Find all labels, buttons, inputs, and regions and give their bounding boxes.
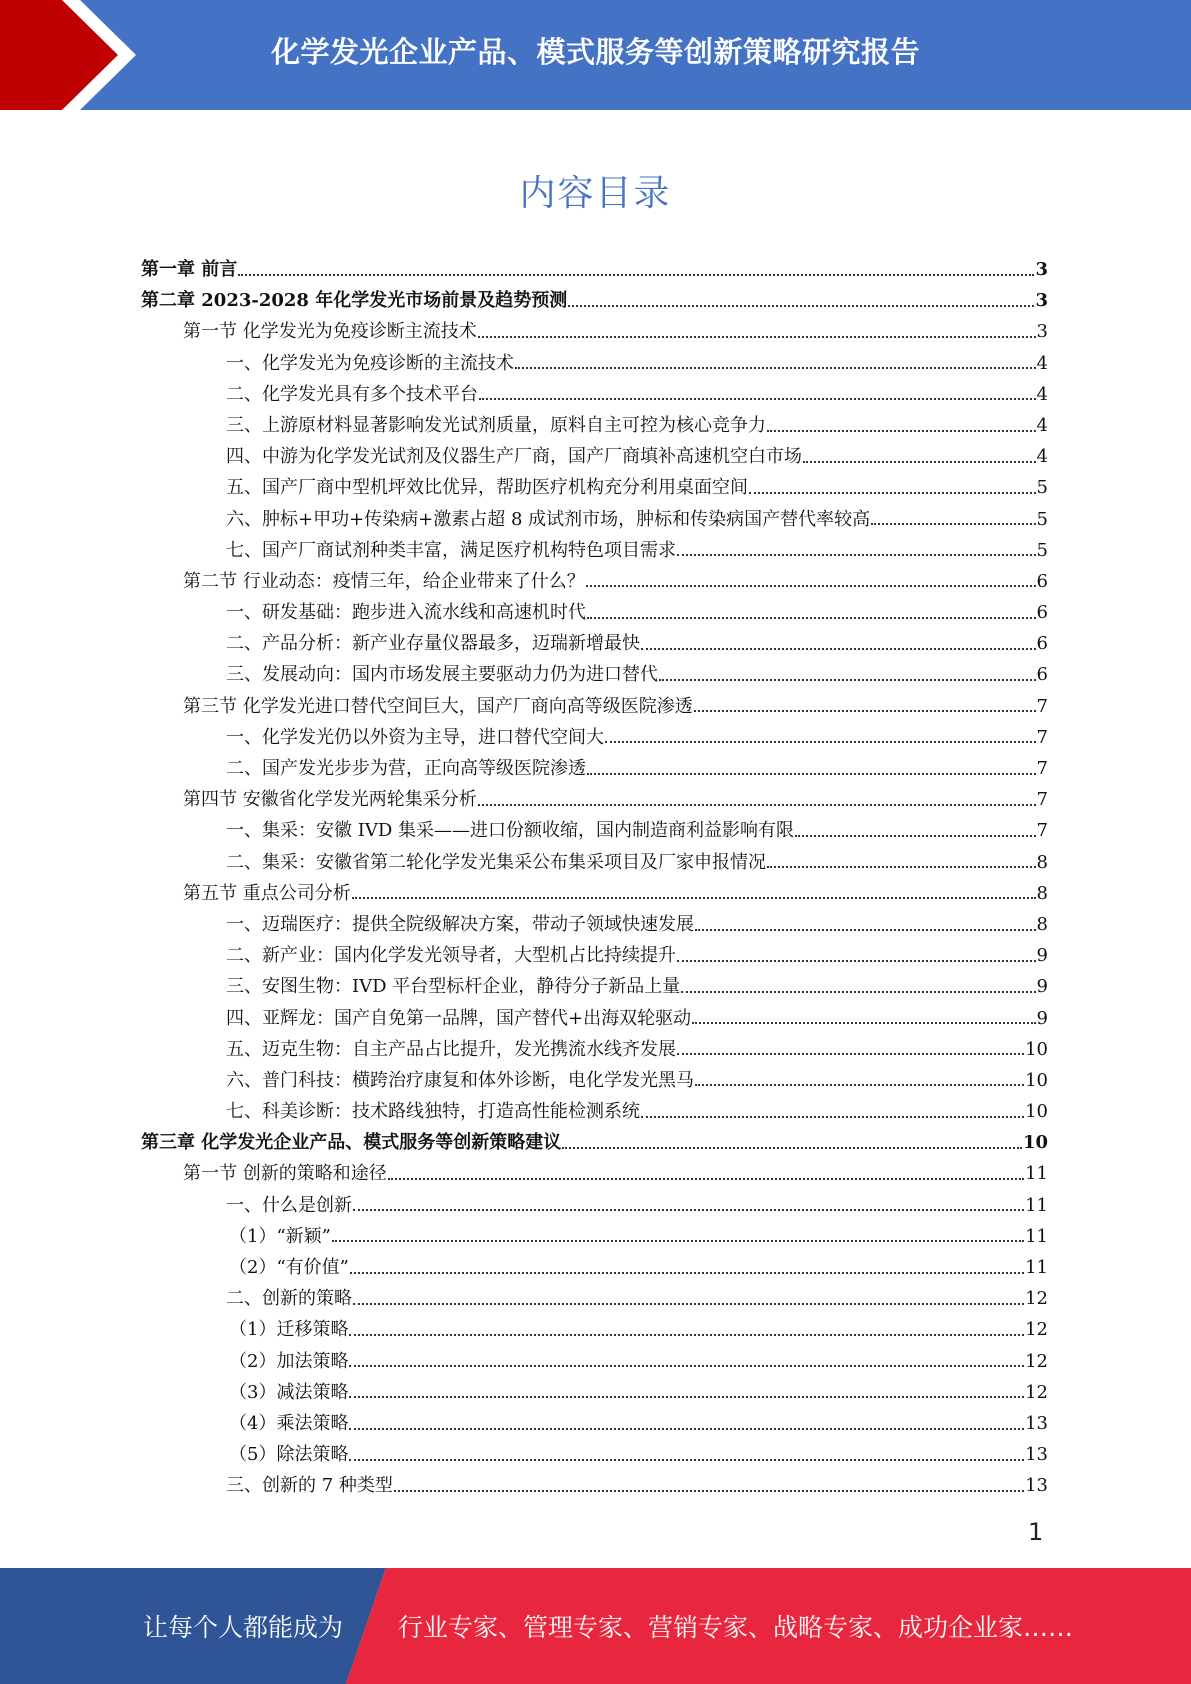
toc-entry-title: 七、科美诊断：技术路线独特，打造高性能检测系统 bbox=[226, 1101, 640, 1123]
toc-entry-page: 12 bbox=[1025, 1350, 1048, 1372]
toc-entry-page: 4 bbox=[1036, 352, 1048, 374]
toc-entry-page: 10 bbox=[1025, 1038, 1048, 1060]
toc-entry-page: 4 bbox=[1036, 414, 1048, 436]
toc-entry-title: 六、普门科技：横跨治疗康复和体外诊断，电化学发光黑马 bbox=[226, 1069, 694, 1091]
toc-dot-leader bbox=[659, 679, 1036, 681]
toc-entry-title: 五、迈克生物：自主产品占比提升，发光携流水线齐发展 bbox=[226, 1038, 676, 1060]
toc-entry[interactable] bbox=[141, 285, 1048, 316]
toc-entry-page: 7 bbox=[1036, 695, 1048, 717]
toc-dot-leader bbox=[749, 492, 1036, 494]
toc-dot-leader bbox=[478, 804, 1036, 806]
toc-entry-title: 二、集采：安徽省第二轮化学发光集采公布集采项目及厂家申报情况 bbox=[226, 851, 766, 873]
report-title: 化学发光企业产品、模式服务等创新策略研究报告 bbox=[270, 34, 920, 69]
toc-entry-page: 6 bbox=[1036, 602, 1048, 624]
toc-entry-page: 11 bbox=[1025, 1225, 1048, 1247]
toc-entry-page: 11 bbox=[1025, 1163, 1048, 1185]
toc-entry-title: 四、亚辉龙：国产自免第一品牌，国产替代+出海双轮驱动 bbox=[226, 1007, 692, 1029]
toc-entry-page: 9 bbox=[1036, 976, 1048, 998]
toc-entry[interactable] bbox=[141, 722, 1048, 753]
toc-entry-title: 三、发展动向：国内市场发展主要驱动力仍为进口替代 bbox=[226, 664, 658, 686]
toc-dot-leader bbox=[695, 1084, 1024, 1086]
toc-dot-leader bbox=[568, 305, 1034, 307]
toc-entry[interactable] bbox=[141, 1314, 1048, 1345]
toc-entry-title: 一、化学发光仍以外资为主导，进口替代空间大 bbox=[226, 726, 604, 748]
toc-entry-title: 一、研发基础：跑步进入流水线和高速机时代 bbox=[226, 602, 586, 624]
toc-entry[interactable] bbox=[141, 971, 1048, 1002]
toc-entry-page: 13 bbox=[1025, 1412, 1048, 1434]
toc-entry[interactable] bbox=[141, 909, 1048, 940]
toc-entry-page: 13 bbox=[1025, 1444, 1048, 1466]
toc-entry[interactable] bbox=[141, 379, 1048, 410]
toc-entry-page: 8 bbox=[1036, 851, 1048, 873]
toc-entry-page: 8 bbox=[1036, 882, 1048, 904]
toc-entry-title: 第三节 化学发光进口替代空间巨大，国产厂商向高等级医院渗透 bbox=[183, 695, 693, 717]
toc-dot-leader bbox=[394, 1490, 1024, 1492]
toc-entry-page: 7 bbox=[1036, 789, 1048, 811]
toc-entry[interactable] bbox=[141, 628, 1048, 659]
toc-entry[interactable] bbox=[141, 504, 1048, 535]
toc-entry[interactable] bbox=[141, 878, 1048, 909]
toc-entry[interactable] bbox=[141, 753, 1048, 784]
toc-dot-leader bbox=[694, 710, 1036, 712]
toc-entry-page: 3 bbox=[1035, 259, 1048, 280]
toc-entry[interactable] bbox=[141, 410, 1048, 441]
toc-entry-title: 五、国产厂商中型机坪效比优异，帮助医疗机构充分利用桌面空间 bbox=[226, 477, 748, 499]
toc-entry-page: 12 bbox=[1025, 1319, 1048, 1341]
toc-entry-title: （2）“有价值” bbox=[229, 1257, 349, 1278]
toc-entry-title: 三、创新的 7 种类型 bbox=[226, 1475, 393, 1497]
toc-entry-page: 6 bbox=[1036, 633, 1048, 655]
toc-entry[interactable] bbox=[141, 1439, 1048, 1470]
toc-dot-leader bbox=[332, 1240, 1024, 1242]
toc-dot-leader bbox=[871, 523, 1035, 525]
toc-entry-title: （1）“新颖” bbox=[229, 1225, 331, 1247]
toc-entry[interactable] bbox=[141, 784, 1048, 815]
toc-entry[interactable] bbox=[141, 1003, 1048, 1034]
toc-entry[interactable] bbox=[141, 1065, 1048, 1096]
toc-entry-title: 四、中游为化学发光试剂及仪器生产厂商，国产厂商填补高速机空白市场 bbox=[226, 446, 802, 468]
toc-entry-title: 一、什么是创新 bbox=[226, 1194, 352, 1216]
toc-dot-leader bbox=[515, 367, 1036, 369]
toc-dot-leader bbox=[349, 1459, 1024, 1461]
toc-dot-leader bbox=[695, 929, 1036, 931]
toc-dot-leader bbox=[803, 461, 1036, 463]
toc-dot-leader bbox=[677, 554, 1036, 556]
toc-entry[interactable] bbox=[141, 847, 1048, 878]
toc-entry[interactable] bbox=[141, 441, 1048, 472]
toc-entry-page: 7 bbox=[1036, 758, 1048, 779]
toc-entry[interactable] bbox=[141, 1221, 1048, 1252]
toc-dot-leader bbox=[349, 1428, 1024, 1430]
toc-entry[interactable] bbox=[141, 597, 1048, 628]
toc-entry-title: 二、化学发光具有多个技术平台 bbox=[226, 383, 478, 405]
toc-entry[interactable] bbox=[141, 1190, 1048, 1221]
toc-entry-title: 第一节 化学发光为免疫诊断主流技术 bbox=[183, 321, 477, 343]
toc-dot-leader bbox=[353, 1303, 1024, 1305]
toc-entry-page: 8 bbox=[1036, 913, 1048, 935]
toc-entry[interactable] bbox=[141, 1346, 1048, 1377]
toc-entry-page: 9 bbox=[1036, 1007, 1048, 1029]
toc-entry-page: 5 bbox=[1036, 539, 1048, 561]
toc-entry-page: 12 bbox=[1025, 1381, 1048, 1403]
toc-dot-leader bbox=[349, 1365, 1024, 1367]
toc-entry[interactable] bbox=[141, 1283, 1048, 1314]
toc-entry[interactable] bbox=[141, 472, 1048, 503]
toc-dot-leader bbox=[677, 1053, 1024, 1055]
toc-entry[interactable] bbox=[141, 659, 1048, 690]
toc-entry-page: 10 bbox=[1022, 1132, 1048, 1154]
footer-slogan-right: 行业专家、管理专家、营销专家、战略专家、成功企业家…… bbox=[398, 1613, 1074, 1642]
toc-dot-leader bbox=[349, 1334, 1024, 1336]
toc-entry-page: 5 bbox=[1036, 508, 1048, 530]
header-band bbox=[0, 0, 1191, 110]
toc-dot-leader bbox=[605, 741, 1036, 743]
toc-entry[interactable] bbox=[141, 1252, 1048, 1283]
toc-dot-leader bbox=[795, 835, 1036, 837]
toc-dot-leader bbox=[350, 1272, 1024, 1274]
toc-entry-title: 一、迈瑞医疗：提供全院级解决方案，带动子领域快速发展 bbox=[226, 913, 694, 935]
toc-entry[interactable] bbox=[141, 1096, 1048, 1127]
toc-dot-leader bbox=[641, 1116, 1024, 1118]
toc-entry-title: 第一节 创新的策略和途径 bbox=[183, 1163, 387, 1185]
toc-entry-page: 10 bbox=[1025, 1069, 1048, 1091]
toc-dot-leader bbox=[238, 274, 1034, 276]
table-of-contents bbox=[141, 254, 1048, 1502]
toc-entry-title: （2）加法策略 bbox=[229, 1350, 349, 1372]
toc-entry-title: （3）减法策略 bbox=[229, 1381, 349, 1403]
toc-dot-leader bbox=[681, 991, 1035, 993]
page-number: 1 bbox=[1028, 1518, 1044, 1546]
toc-dot-leader bbox=[767, 430, 1036, 432]
toc-dot-leader bbox=[586, 585, 1036, 587]
toc-entry[interactable] bbox=[141, 1158, 1048, 1189]
toc-entry-title: 七、国产厂商试剂种类丰富，满足医疗机构特色项目需求 bbox=[226, 539, 676, 561]
toc-entry-title: 一、化学发光为免疫诊断的主流技术 bbox=[226, 352, 514, 374]
toc-dot-leader bbox=[349, 1396, 1024, 1398]
toc-entry-title: 第二章 2023-2028 年化学发光市场前景及趋势预测 bbox=[141, 290, 568, 312]
toc-entry-page: 7 bbox=[1036, 726, 1048, 748]
toc-entry[interactable] bbox=[141, 566, 1048, 597]
toc-entry-title: （5）除法策略 bbox=[229, 1444, 349, 1466]
toc-entry-title: 第一章 前言 bbox=[141, 259, 238, 280]
toc-entry-title: 第三章 化学发光企业产品、模式服务等创新策略建议 bbox=[141, 1132, 562, 1154]
toc-entry-title: 三、安图生物：IVD 平台型标杆企业，静待分子新品上量 bbox=[226, 976, 681, 998]
toc-entry-title: 一、集采：安徽 IVD 集采——进口份额收缩，国内制造商利益影响有限 bbox=[226, 820, 794, 842]
toc-entry[interactable] bbox=[141, 254, 1048, 285]
toc-entry[interactable] bbox=[141, 316, 1048, 347]
toc-entry-title: 三、上游原材料显著影响发光试剂质量，原料自主可控为核心竞争力 bbox=[226, 414, 766, 436]
toc-heading: 内容目录 bbox=[519, 173, 672, 214]
toc-entry-page: 5 bbox=[1036, 477, 1048, 499]
toc-entry-title: 第二节 行业动态：疫情三年，给企业带来了什么？ bbox=[183, 570, 585, 592]
toc-dot-leader bbox=[767, 866, 1036, 868]
toc-entry-title: 二、国产发光步步为营，正向高等级医院渗透 bbox=[226, 758, 586, 779]
toc-entry-page: 3 bbox=[1036, 321, 1048, 343]
toc-entry-page: 6 bbox=[1036, 664, 1048, 686]
toc-entry-page: 11 bbox=[1025, 1257, 1048, 1278]
toc-entry[interactable] bbox=[141, 1034, 1048, 1065]
toc-entry[interactable] bbox=[141, 348, 1048, 379]
toc-entry-page: 12 bbox=[1025, 1288, 1048, 1310]
toc-entry[interactable] bbox=[141, 940, 1048, 971]
toc-entry[interactable] bbox=[141, 1127, 1048, 1158]
toc-dot-leader bbox=[478, 336, 1036, 338]
toc-entry[interactable] bbox=[141, 535, 1048, 566]
toc-dot-leader bbox=[641, 648, 1036, 650]
toc-entry-title: （4）乘法策略 bbox=[229, 1412, 349, 1434]
toc-dot-leader bbox=[388, 1178, 1024, 1180]
toc-entry[interactable] bbox=[141, 815, 1048, 846]
toc-entry-page: 7 bbox=[1036, 820, 1048, 842]
toc-dot-leader bbox=[587, 617, 1036, 619]
toc-entry-page: 9 bbox=[1036, 945, 1048, 967]
toc-dot-leader bbox=[562, 1147, 1022, 1149]
toc-entry-page: 13 bbox=[1025, 1475, 1048, 1497]
toc-entry[interactable] bbox=[141, 1470, 1048, 1501]
toc-entry-title: 第五节 重点公司分析 bbox=[183, 882, 351, 904]
toc-entry-page: 11 bbox=[1025, 1194, 1048, 1216]
footer-slogan-left: 让每个人都能成为 bbox=[143, 1613, 344, 1642]
toc-entry-page: 6 bbox=[1036, 570, 1048, 592]
toc-dot-leader bbox=[692, 1022, 1035, 1024]
toc-entry-title: 六、肿标+甲功+传染病+激素占超 8 成试剂市场，肿标和传染病国产替代率较高 bbox=[226, 508, 871, 530]
toc-dot-leader bbox=[479, 398, 1036, 400]
toc-dot-leader bbox=[352, 897, 1036, 899]
toc-entry-title: （1）迁移策略 bbox=[229, 1319, 349, 1341]
toc-entry[interactable] bbox=[141, 1408, 1048, 1439]
toc-entry-page: 10 bbox=[1025, 1101, 1048, 1123]
toc-dot-leader bbox=[587, 773, 1036, 775]
toc-entry-title: 第四节 安徽省化学发光两轮集采分析 bbox=[183, 789, 477, 811]
toc-dot-leader bbox=[677, 960, 1036, 962]
toc-entry-title: 二、产品分析：新产业存量仪器最多，迈瑞新增最快 bbox=[226, 633, 640, 655]
toc-entry-title: 二、创新的策略 bbox=[226, 1288, 352, 1310]
toc-entry-page: 4 bbox=[1036, 383, 1048, 405]
toc-entry-title: 二、新产业：国内化学发光领导者，大型机占比持续提升 bbox=[226, 945, 676, 967]
footer-band bbox=[0, 1568, 1191, 1684]
toc-entry[interactable] bbox=[141, 691, 1048, 722]
toc-dot-leader bbox=[353, 1209, 1024, 1211]
toc-entry-page: 4 bbox=[1036, 446, 1048, 468]
toc-entry-page: 3 bbox=[1035, 290, 1048, 312]
toc-entry[interactable] bbox=[141, 1377, 1048, 1408]
